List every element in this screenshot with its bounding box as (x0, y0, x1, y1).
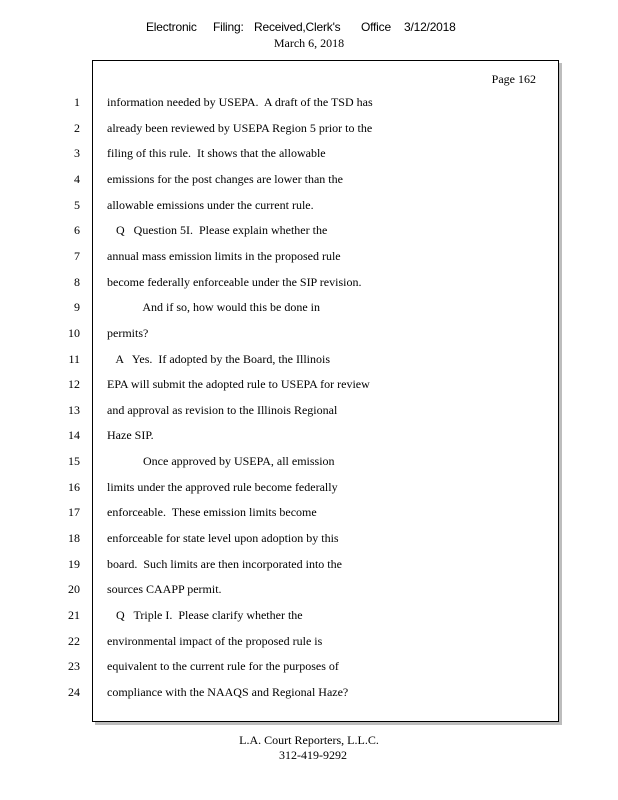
line-number: 6 (74, 223, 80, 237)
filing-word-office: Office (361, 20, 391, 34)
line-number: 10 (68, 326, 80, 340)
page-number: Page 162 (491, 72, 536, 86)
line-text: environmental impact of the proposed rule is (107, 634, 323, 648)
line-number: 22 (68, 634, 80, 648)
line-number: 4 (74, 172, 80, 186)
line-text: Q Triple I. Please clarify whether the (107, 608, 303, 622)
line-number: 13 (68, 403, 80, 417)
line-number: 1 (74, 95, 80, 109)
line-text: enforceable for state level upon adoption by this (107, 531, 339, 545)
line-text: EPA will submit the adopted rule to USEPA for review (107, 377, 370, 391)
line-text: enforceable. These emission limits become (107, 505, 317, 519)
filing-word-electronic: Electronic (146, 20, 197, 34)
line-number: 20 (68, 582, 80, 596)
line-number: 5 (74, 198, 80, 212)
line-text: limits under the approved rule become federally (107, 480, 338, 494)
line-text: filing of this rule. It shows that the allowable (107, 146, 326, 160)
line-number: 17 (68, 505, 80, 519)
line-number: 2 (74, 121, 80, 135)
line-text: equivalent to the current rule for the purposes of (107, 659, 339, 673)
filing-date: 3/12/2018 (404, 20, 456, 34)
line-number: 14 (68, 428, 80, 442)
line-text: And if so, how would this be done in (107, 300, 320, 314)
line-number: 15 (68, 454, 80, 468)
filing-word-filing: Filing: (213, 20, 244, 34)
line-number: 12 (68, 377, 80, 391)
footer-company: L.A. Court Reporters, L.L.C. (239, 733, 379, 747)
line-text: A Yes. If adopted by the Board, the Illinois (107, 352, 330, 366)
line-text: board. Such limits are then incorporated into the (107, 557, 342, 571)
line-text: become federally enforceable under the SIP revision. (107, 275, 362, 289)
line-number: 7 (74, 249, 80, 263)
line-number: 19 (68, 557, 80, 571)
line-number: 11 (68, 352, 80, 366)
line-number: 16 (68, 480, 80, 494)
line-text: Once approved by USEPA, all emission (107, 454, 335, 468)
line-number: 21 (68, 608, 80, 622)
line-number: 8 (74, 275, 80, 289)
line-number: 18 (68, 531, 80, 545)
line-text: allowable emissions under the current rule. (107, 198, 314, 212)
line-text: emissions for the post changes are lower than the (107, 172, 343, 186)
filing-word-received: Received,Clerk's (254, 20, 341, 34)
line-number: 9 (74, 300, 80, 314)
line-number: 23 (68, 659, 80, 673)
line-text: Q Question 5I. Please explain whether the (107, 223, 328, 237)
line-text: already been reviewed by USEPA Region 5 prior to the (107, 121, 373, 135)
line-text: compliance with the NAAQS and Regional Haze? (107, 685, 349, 699)
line-text: information needed by USEPA. A draft of the TSD has (107, 95, 373, 109)
footer-phone: 312-419-9292 (279, 748, 347, 762)
line-text: annual mass emission limits in the proposed rule (107, 249, 341, 263)
line-number: 24 (68, 685, 80, 699)
line-text: permits? (107, 326, 149, 340)
line-text: sources CAAPP permit. (107, 582, 222, 596)
line-text: and approval as revision to the Illinois Regional (107, 403, 338, 417)
transcript-date: March 6, 2018 (273, 36, 345, 50)
line-text: Haze SIP. (107, 428, 154, 442)
line-number: 3 (74, 146, 80, 160)
